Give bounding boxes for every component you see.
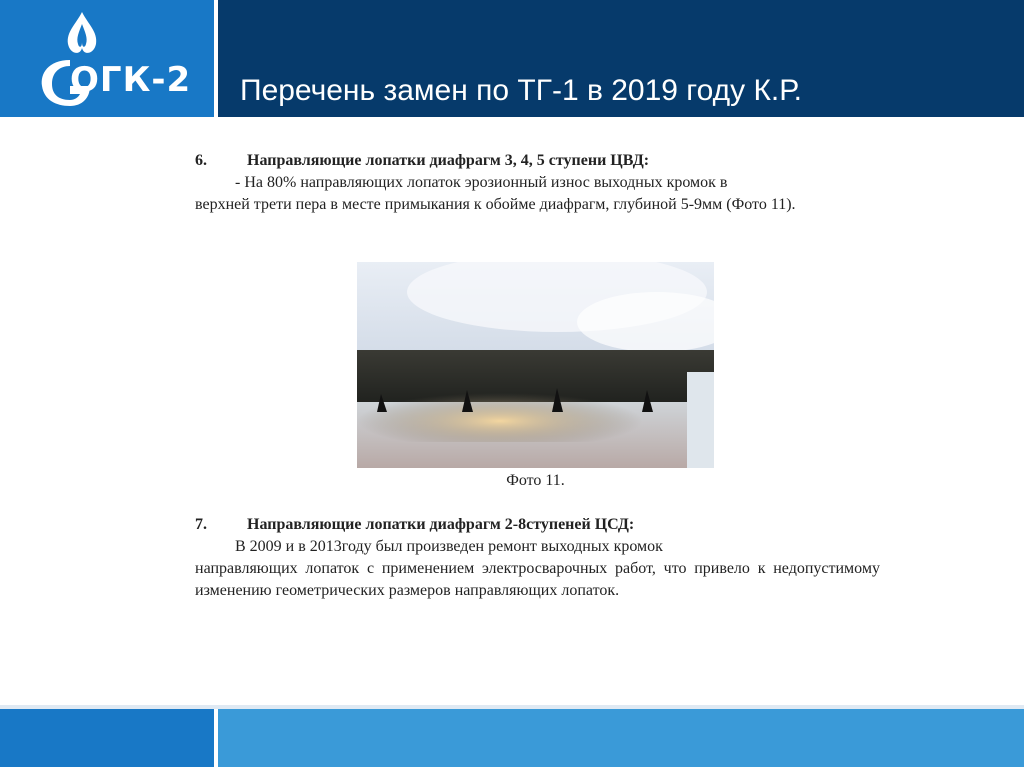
section-7-first-line: В 2009 и в 2013году был произведен ремонт выходных кромок [235, 538, 663, 555]
header-logo-panel [0, 0, 214, 117]
section-7-title: Направляющие лопатки диафрагм 2-8ступеней ЦСД: [247, 516, 635, 533]
photo-caption: Фото 11. [506, 472, 565, 489]
section-7-number: 7. [195, 516, 207, 533]
section-7 [195, 514, 880, 602]
logo-text: ОГК-2 [70, 60, 192, 100]
section-7-heading [195, 514, 880, 536]
footer-right-panel [218, 709, 1024, 767]
section-6-heading [195, 150, 880, 172]
section-6-number: 6. [195, 152, 207, 169]
turbine-blades-photo [357, 262, 714, 468]
section-6-continuation: верхней трети пера в месте примыкания к обойме диафрагм, глубиной 5-9мм (Фото 11). [195, 196, 796, 213]
section-6-first-line: - На 80% направляющих лопаток эрозионный износ выходных кромок в [235, 174, 728, 191]
slide-title: Перечень замен по ТГ-1 в 2019 году К.Р. [240, 74, 802, 107]
footer-left-panel [0, 709, 214, 767]
section-6-title: Направляющие лопатки диафрагм 3, 4, 5 ступени ЦВД: [247, 152, 650, 169]
section-7-continuation: направляющих лопаток с применением электросварочных работ, что привело к недопустимому изменению геометрических размеров направляющих лопаток. [195, 560, 880, 599]
section-6 [195, 150, 880, 216]
photo-11-image [357, 262, 714, 468]
